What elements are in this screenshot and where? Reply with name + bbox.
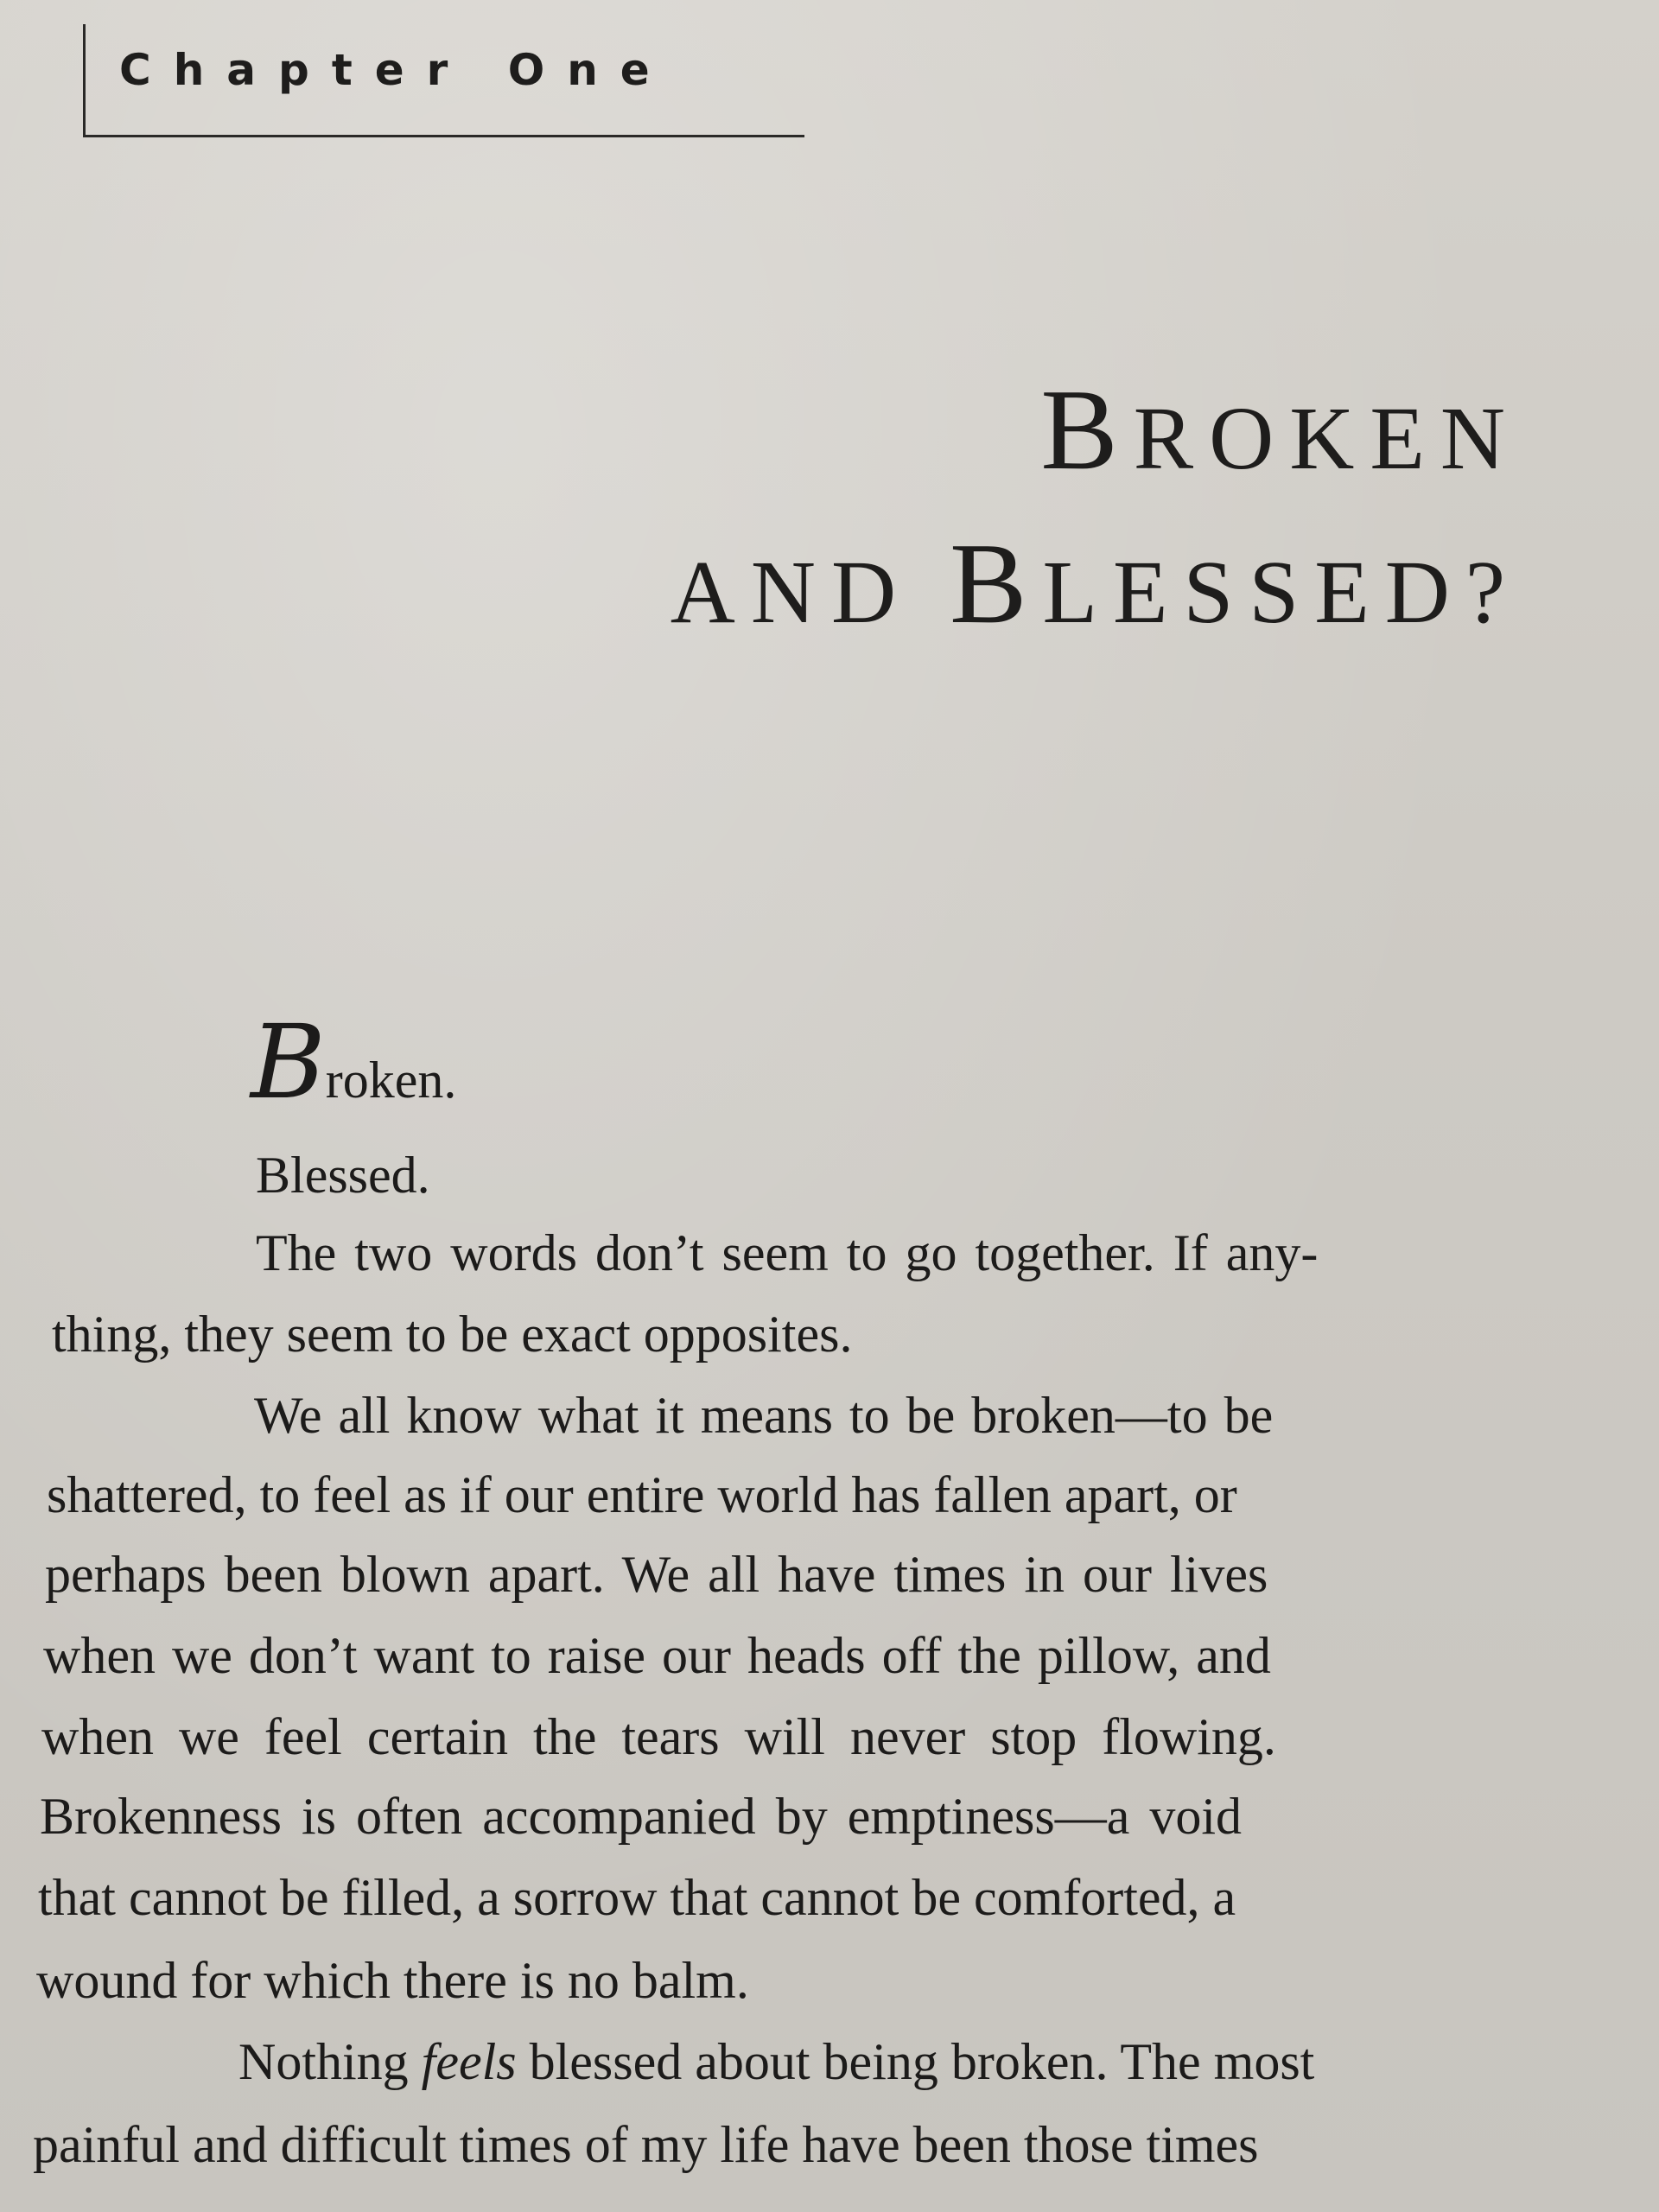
title-initial-2: B [950,519,1043,647]
title-rest-1: ROKEN [1133,389,1521,488]
body-line: Brokenness is often accompanied by emptiness—a void [40,1788,1243,1845]
body-line: painful and difficult times of my life have been those times [33,2116,1259,2173]
body-line: when we don’t want to raise our heads off the pillow, and [43,1627,1271,1684]
body-line: shattered, to feel as if our entire world has fallen apart, or [47,1466,1237,1523]
title-part-and: AND [670,543,950,642]
chapter-label: Chapter One [119,45,672,95]
title-rest-2: LESSED? [1042,543,1521,642]
title-line-1 [671,365,1521,493]
body-line: Blessed. [256,1147,430,1204]
body-line: The two words don’t seem to go together. If any- [256,1224,1319,1281]
emphasized-word: feels [421,2033,517,2090]
opening-word-rest: roken. [325,1052,457,1109]
body-line-emphasis [238,2033,1315,2090]
body-line: that cannot be filled, a sorrow that cannot be comforted, a [38,1869,1236,1926]
body-line: perhaps been blown apart. We all have times in our lives [45,1546,1268,1603]
body-text-segment: Nothing [238,2033,422,2090]
opening-word [251,1002,457,1122]
title-line-2 [670,519,1521,647]
chapter-title [670,365,1521,679]
body-text-segment: blessed about being broken. The most [516,2033,1315,2090]
title-initial-1: B [1040,365,1134,493]
drop-cap: B [251,1002,326,1122]
body-line: thing, they seem to be exact opposites. [52,1306,853,1363]
body-line: when we feel certain the tears will never stop flowing. [41,1708,1276,1765]
body-line: wound for which there is no balm. [36,1952,749,2009]
body-line: We all know what it means to be broken—to be [254,1387,1274,1444]
